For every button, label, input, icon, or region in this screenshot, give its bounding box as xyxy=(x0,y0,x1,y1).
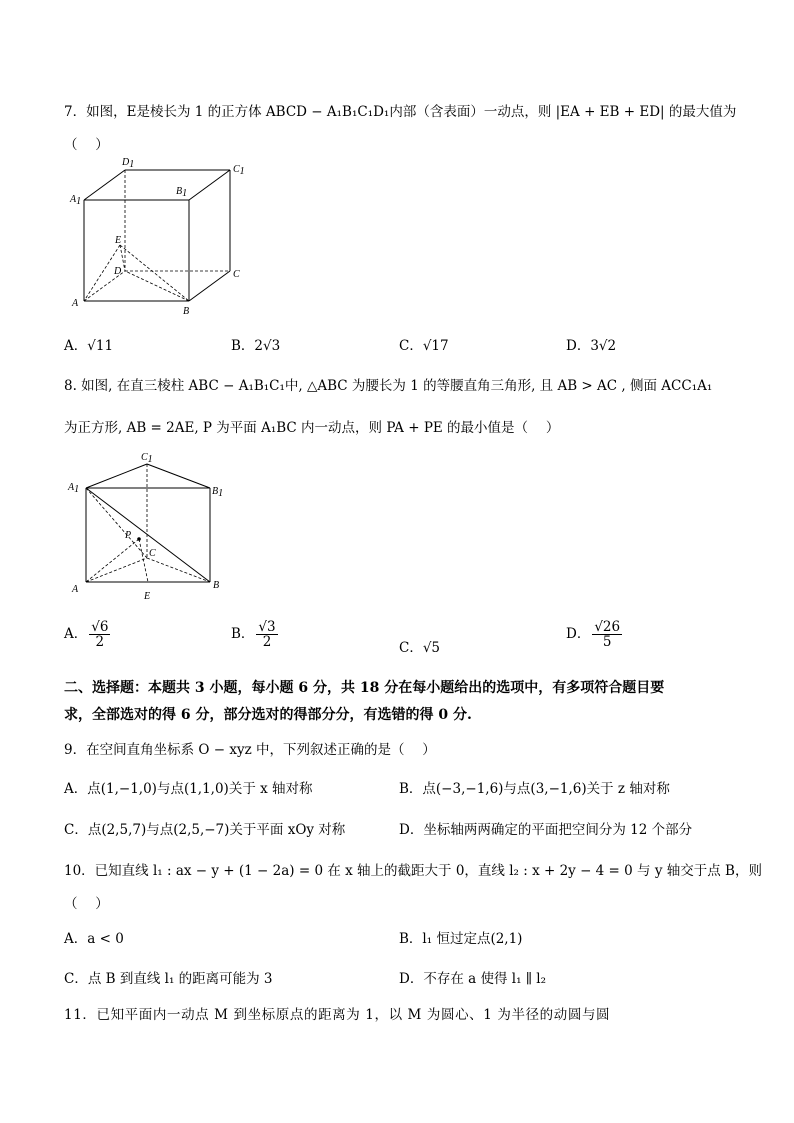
svg-text:C1: C1 xyxy=(233,164,245,177)
q8-option-d: D． $\frac{√26}{5}$ xyxy=(566,619,621,651)
svg-text:E: E xyxy=(144,591,151,602)
q11-stem: 11．已知平面内一动点 M 到坐标原点的距离为 1，以 M 为圆心、1 为半径的动圆与圆 xyxy=(64,1007,611,1023)
svg-text:A1: A1 xyxy=(70,194,82,207)
svg-text:B: B xyxy=(183,306,190,317)
svg-text:A: A xyxy=(72,584,79,595)
q8-stem-line1: 8. 如图, 在直三棱柱 ABC − A₁B₁C₁中, △ABC 为腰长为 1 的等腰直角三角形, 且 AB > AC , 侧面 ACC₁A₁ xyxy=(64,378,713,394)
section2-heading-line2: 求，全部选对的得 6 分，部分选对的得部分分，有选错的得 0 分. xyxy=(64,707,472,723)
q9-option-a: A．点(1,−1,0)与点(1,1,0)关于 x 轴对称 xyxy=(64,781,313,797)
q7-stem: 7．如图，E是棱长为 1 的正方体 ABCD − A₁B₁C₁D₁内部（含表面）一动点，则 |EA + EB + ED| 的最大值为 xyxy=(64,104,737,120)
svg-text:C1: C1 xyxy=(141,452,153,465)
svg-text:D1: D1 xyxy=(122,157,135,170)
section2-heading-line1: 二、选择题：本题共 3 小题，每小题 6 分，共 18 分在每小题给出的选项中，有多项符合题目要 xyxy=(64,680,665,696)
q10-option-a: A．a < 0 xyxy=(64,931,124,947)
svg-text:P: P xyxy=(125,530,132,541)
svg-text:A1: A1 xyxy=(68,482,80,495)
q8-option-c: C．√5 xyxy=(399,640,441,656)
svg-text:B1: B1 xyxy=(176,186,188,199)
q8-stem-line2: 为正方形, AB = 2AE, P 为平面 A₁BC 内一动点，则 PA + PE 的最小值是（ ） xyxy=(64,420,560,436)
q10-option-c: C．点 B 到直线 l₁ 的距离可能为 3 xyxy=(64,971,273,987)
svg-text:A: A xyxy=(72,298,79,309)
q8-option-b: B． $\frac{√3}{2}$ xyxy=(231,619,276,651)
svg-text:C: C xyxy=(149,548,156,559)
svg-text:B: B xyxy=(213,580,220,591)
q7-option-d: D．3√2 xyxy=(566,338,617,354)
q10-answer-paren: （ ） xyxy=(64,896,109,912)
q7-answer-paren: （ ） xyxy=(64,137,109,153)
q9-option-b: B．点(−3,−1,6)与点(3,−1,6)关于 z 轴对称 xyxy=(399,781,670,797)
svg-text:C: C xyxy=(233,269,240,280)
svg-text:B1: B1 xyxy=(212,486,224,499)
q8-prism-figure xyxy=(62,446,242,606)
q7-option-a: A．√11 xyxy=(64,338,114,354)
svg-text:E: E xyxy=(115,235,122,246)
q9-stem: 9．在空间直角坐标系 O − xyz 中，下列叙述正确的是（ ） xyxy=(64,742,436,758)
q9-option-d: D．坐标轴两两确定的平面把空间分为 12 个部分 xyxy=(399,822,693,838)
q10-option-b: B．l₁ 恒过定点(2,1) xyxy=(399,931,523,947)
q7-cube-figure xyxy=(62,152,262,322)
q8-option-a: A． $\frac{√6}{2}$ xyxy=(64,619,109,651)
q7-option-c: C．√17 xyxy=(399,338,449,354)
svg-text:D: D xyxy=(114,266,122,277)
q10-stem: 10．已知直线 l₁ : ax − y + (1 − 2a) = 0 在 x 轴上的截距大于 0，直线 l₂ : x + 2y − 4 = 0 与 y 轴交于点 B，则 xyxy=(64,863,762,879)
q7-option-b: B．2√3 xyxy=(231,338,281,354)
q10-option-d: D．不存在 a 使得 l₁ ∥ l₂ xyxy=(399,971,547,987)
q9-option-c: C．点(2,5,7)与点(2,5,−7)关于平面 xOy 对称 xyxy=(64,822,346,838)
